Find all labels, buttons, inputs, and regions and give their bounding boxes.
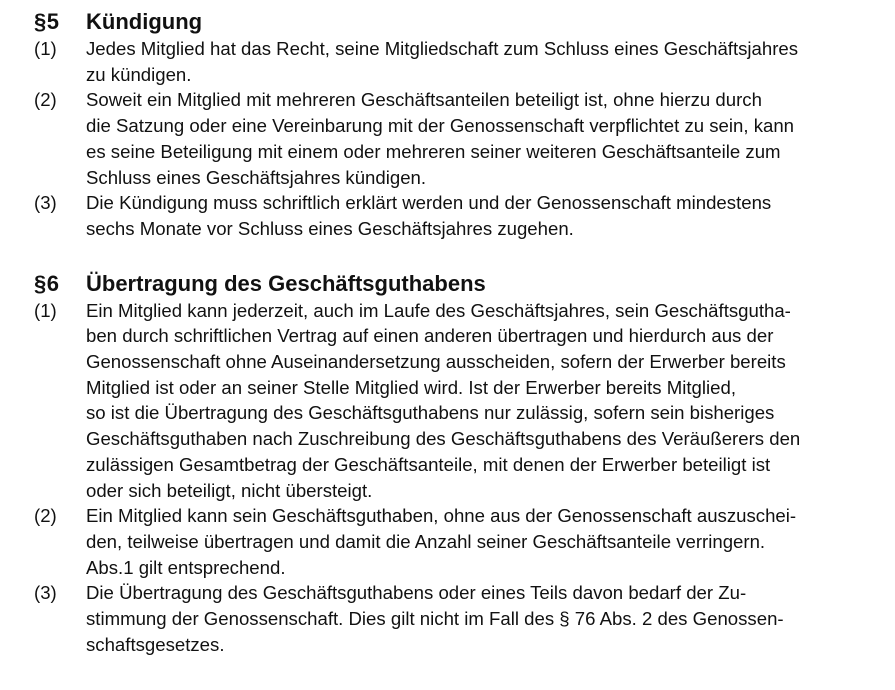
paragraph-number: (3) <box>34 582 57 604</box>
section-number: §6 <box>34 270 60 296</box>
paragraph-number: (1) <box>34 38 57 59</box>
section-heading <box>34 8 881 36</box>
section-number: §5 <box>34 9 60 34</box>
paragraph-text: Ein Mitglied kann jederzeit, auch im Laufe des Geschäftsjahres, sein Geschäftsgutha- ben durch schriftlichen Vertrag auf einen anderen übertragen und hierdurch aus der Genossenschaft ohne Auseinandersetzung ausscheiden, sofern der Erwerber bereits Mitglied ist oder an seiner Stelle Mitglied wird. Ist der Erwerber bereits Mitglied, so ist die Übertragung des Geschäftsguthabens nur zulässig, sofern sein bisheriges Geschäftsguthaben nach Zuschreibung des Geschäftsguthabens des Veräußerers den zulässigen Gesamtbetrag der Geschäftsanteile, mit denen der Erwerber beteiligt ist oder sich beteiligt, nicht übersteigt. <box>86 299 801 501</box>
paragraph-number: (2) <box>34 89 57 111</box>
paragraph-text: Ein Mitglied kann sein Geschäftsguthaben, ohne aus der Genossenschaft auszuschei- den, teilweise übertragen und damit die Anzahl seiner Geschäftsanteile verringern. Abs.1 gilt entsprechend. <box>86 505 797 578</box>
section-title: Kündigung <box>86 9 203 34</box>
paragraph <box>34 298 881 504</box>
paragraph-text: Soweit ein Mitglied mit mehreren Geschäftsanteilen beteiligt ist, ohne hierzu durch die Satzung oder eine Vereinbarung mit der Genossenschaft verpflichtet zu sein, kann es seine Beteiligung mit einem oder mehreren seiner weiteren Geschäftsanteile zum Schluss eines Geschäftsjahres kündigen. <box>86 89 795 188</box>
paragraph <box>34 36 881 87</box>
paragraph <box>34 503 881 580</box>
paragraph-number: (1) <box>34 299 57 321</box>
paragraph-text: Die Kündigung muss schriftlich erklärt werden und der Genossenschaft mindestens sechs Monate vor Schluss eines Geschäftsjahres zugehen. <box>86 192 772 239</box>
paragraph <box>34 190 881 241</box>
section-title: Übertragung des Geschäftsguthabens <box>86 270 486 296</box>
section-5 <box>34 8 881 242</box>
paragraph-text: Jedes Mitglied hat das Recht, seine Mitgliedschaft zum Schluss eines Geschäftsjahres zu kündigen. <box>86 38 799 85</box>
paragraph-number: (2) <box>34 505 57 527</box>
section-6 <box>34 270 881 658</box>
paragraph-text: Die Übertragung des Geschäftsguthabens oder eines Teils davon bedarf der Zu- stimmung der Genossenschaft. Dies gilt nicht im Fall des § 76 Abs. 2 des Genossen- schaftsgesetzes. <box>86 582 784 655</box>
paragraph-number: (3) <box>34 192 57 214</box>
paragraph <box>34 87 881 190</box>
paragraph <box>34 580 881 657</box>
section-heading <box>34 270 881 298</box>
